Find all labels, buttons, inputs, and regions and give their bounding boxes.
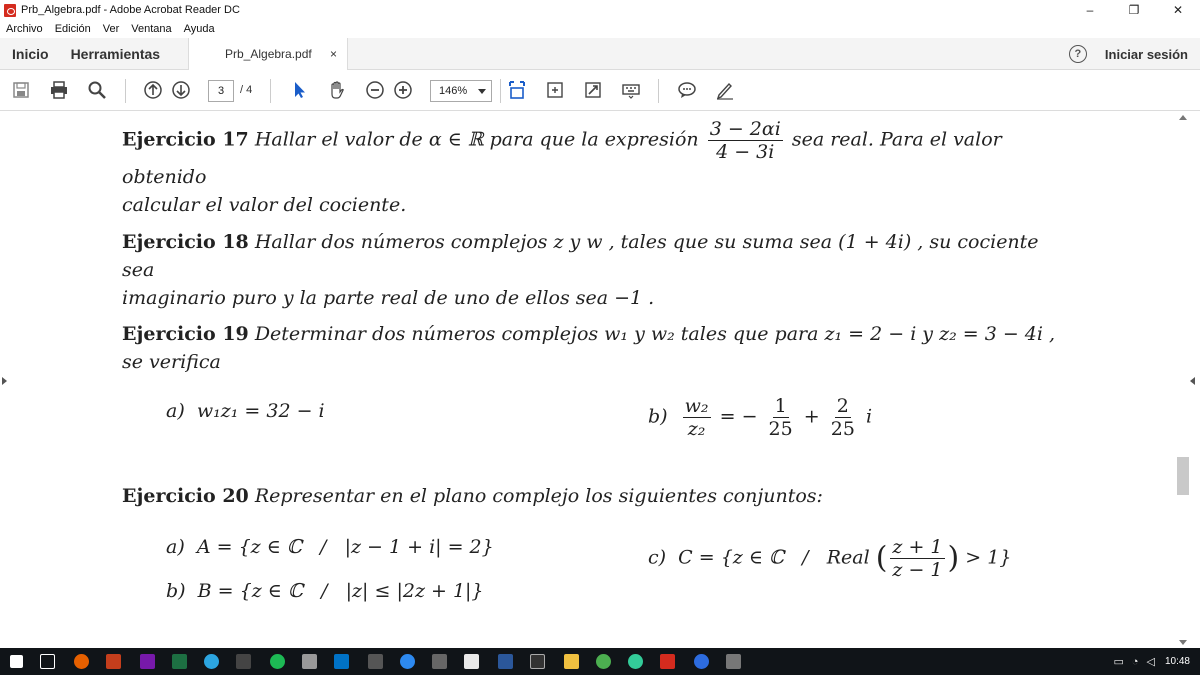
- app-icon[interactable]: [236, 654, 251, 669]
- fraction-denominator: 25: [830, 418, 855, 440]
- scroll-down-icon[interactable]: [1179, 640, 1187, 645]
- fraction: [683, 395, 711, 440]
- toolbar: [0, 71, 1200, 111]
- exercise-text: Determinar dos números complejos w₁ y w₂ tales que para z₁ = 2 − i y z₂ = 3 − 4i ,: [254, 323, 1056, 345]
- zoom-select[interactable]: [430, 80, 492, 102]
- system-tray: [1105, 648, 1190, 675]
- document-tab-label: Prb_Algebra.pdf: [225, 47, 312, 61]
- menu-edicion[interactable]: Edición: [54, 23, 91, 35]
- exercise-19: [122, 320, 1067, 376]
- search-icon[interactable]: [86, 79, 108, 101]
- exercise-text: sea real. Para el valor obtenido: [122, 128, 1002, 188]
- exercise-label: Ejercicio 19: [122, 323, 249, 345]
- exercise-text: Hallar el valor de α ∈ ℝ para que la expresión: [254, 128, 699, 151]
- fraction: [829, 395, 857, 440]
- onenote-icon[interactable]: [140, 654, 155, 669]
- exercise-text: imaginario puro y la parte real de uno de ellos sea −1 .: [122, 287, 655, 309]
- app-icon[interactable]: [726, 654, 741, 669]
- item-label: c): [648, 546, 667, 569]
- fraction-denominator: z − 1: [892, 559, 943, 581]
- firefox-icon[interactable]: [74, 654, 89, 669]
- close-button[interactable]: ✕: [1172, 3, 1184, 17]
- fraction-numerator: 2: [836, 395, 849, 417]
- tab-home[interactable]: Inicio: [12, 45, 49, 62]
- volume-icon[interactable]: ◁: [1146, 656, 1155, 668]
- item-expression: A = {z ∈ ℂ / |z − 1 + i| = 2}: [196, 536, 494, 558]
- item-expression: w₁z₁ = 32 − i: [196, 400, 325, 422]
- right-paren: ): [947, 540, 960, 576]
- network-icon[interactable]: ◔: [1131, 655, 1139, 668]
- page-total: / 4: [240, 84, 253, 96]
- scroll-thumb[interactable]: [1177, 457, 1189, 495]
- window-title: Prb_Algebra.pdf - Adobe Acrobat Reader DC: [21, 4, 240, 16]
- fraction: [890, 536, 944, 581]
- item-label: a): [166, 400, 185, 422]
- save-icon[interactable]: [10, 79, 32, 101]
- clock[interactable]: 10:48: [1164, 656, 1190, 667]
- restore-button[interactable]: ❐: [1128, 3, 1140, 17]
- exercise-19-item-a: [166, 400, 325, 422]
- file-explorer-icon[interactable]: [564, 654, 579, 669]
- app-icon[interactable]: [464, 654, 479, 669]
- spotify-icon[interactable]: [270, 654, 285, 669]
- page-down-icon[interactable]: [170, 79, 192, 101]
- sign-pen-icon[interactable]: [714, 79, 736, 101]
- item-label: b): [166, 580, 186, 602]
- tab-document[interactable]: [188, 38, 348, 70]
- print-icon[interactable]: [48, 79, 70, 101]
- fraction-numerator: w₂: [684, 395, 709, 417]
- help-icon[interactable]: ?: [1069, 45, 1087, 63]
- item-label: a): [166, 536, 185, 558]
- app-icon[interactable]: [400, 654, 415, 669]
- exercise-label: Ejercicio 20: [122, 485, 249, 507]
- menu-bar: [0, 20, 1200, 38]
- exercise-20: [122, 482, 1067, 510]
- close-tab-icon[interactable]: ×: [329, 47, 337, 61]
- exercise-18: [122, 228, 1067, 312]
- page-up-icon[interactable]: [142, 79, 164, 101]
- menu-ayuda[interactable]: Ayuda: [183, 23, 215, 35]
- exercise-20-item-a: [166, 536, 494, 558]
- rotate-view-icon[interactable]: [544, 79, 566, 101]
- acrobat-icon: [4, 4, 16, 17]
- exercise-label: Ejercicio 18: [122, 231, 249, 253]
- task-view-icon[interactable]: [40, 654, 55, 669]
- left-panel-toggle-icon[interactable]: [2, 377, 7, 385]
- exercise-19-item-b: [648, 395, 872, 440]
- toolbar-separator: [270, 79, 271, 103]
- left-paren: (: [875, 540, 888, 576]
- exercise-text: Representar en el plano complejo los siguientes conjuntos:: [254, 485, 823, 507]
- zoom-value: 146%: [439, 85, 468, 97]
- plus-sign: +: [803, 405, 820, 428]
- document-viewer[interactable]: [0, 112, 1200, 648]
- fraction-numerator: z + 1: [892, 536, 943, 558]
- fraction: [767, 395, 795, 440]
- fraction: [708, 118, 783, 163]
- app-icon[interactable]: [368, 654, 383, 669]
- vertical-scrollbar[interactable]: [1176, 112, 1190, 648]
- acrobat-taskbar-icon[interactable]: [660, 654, 675, 669]
- scroll-up-icon[interactable]: [1179, 115, 1187, 120]
- toolbar-separator: [658, 79, 659, 103]
- menu-ver[interactable]: Ver: [102, 23, 120, 35]
- fraction-denominator: 25: [768, 418, 793, 440]
- windows-start-icon[interactable]: [10, 655, 23, 668]
- menu-archivo[interactable]: Archivo: [6, 23, 43, 35]
- item-expression: > 1}: [965, 546, 1012, 569]
- fit-page-icon[interactable]: [506, 79, 528, 101]
- zoom-out-icon[interactable]: [364, 79, 386, 101]
- title-bar: [0, 0, 1200, 20]
- telegram-icon[interactable]: [204, 654, 219, 669]
- page-number-input[interactable]: 3: [208, 80, 234, 102]
- imaginary-unit: i: [865, 405, 873, 428]
- equals-sign: = −: [719, 405, 758, 428]
- app-icon[interactable]: [530, 654, 545, 669]
- right-panel-toggle-icon[interactable]: [1190, 377, 1195, 385]
- minimize-button[interactable]: –: [1086, 3, 1094, 17]
- item-expression: C = {z ∈ ℂ / Real: [678, 546, 870, 569]
- chevron-down-icon: [478, 89, 486, 94]
- toolbar-separator: [125, 79, 126, 103]
- hand-tool-icon[interactable]: [326, 79, 348, 101]
- powerpoint-icon[interactable]: [106, 654, 121, 669]
- exercise-20-item-b: [166, 580, 484, 602]
- fraction-denominator: z₂: [687, 418, 706, 440]
- tab-tools[interactable]: Herramientas: [70, 45, 161, 62]
- exercise-label: Ejercicio 17: [122, 128, 249, 151]
- signin-button[interactable]: Iniciar sesión: [1104, 46, 1188, 62]
- taskbar: [0, 648, 1200, 675]
- full-screen-icon[interactable]: [582, 79, 604, 101]
- exercise-text: calcular el valor del cociente.: [122, 194, 407, 216]
- battery-icon[interactable]: ▭: [1113, 656, 1124, 668]
- item-expression: B = {z ∈ ℂ / |z| ≤ |2z + 1|}: [197, 580, 484, 602]
- account-area: [1069, 38, 1188, 70]
- exercise-text: se verifica: [122, 351, 221, 373]
- menu-ventana[interactable]: Ventana: [131, 23, 172, 35]
- excel-icon[interactable]: [172, 654, 187, 669]
- word-icon[interactable]: [498, 654, 513, 669]
- exercise-20-item-c: [648, 536, 1011, 581]
- window-controls: [1068, 0, 1200, 20]
- app-icon[interactable]: [628, 654, 643, 669]
- item-label: b): [648, 405, 668, 428]
- exercise-17: [122, 118, 1067, 219]
- fraction-numerator: 1: [774, 395, 787, 417]
- toolbar-separator: [500, 79, 501, 103]
- app-icon[interactable]: [302, 654, 317, 669]
- select-cursor-icon[interactable]: [288, 79, 310, 101]
- app-icon[interactable]: [694, 654, 709, 669]
- outlook-icon[interactable]: [334, 654, 349, 669]
- tab-bar: [0, 38, 1200, 70]
- exercise-text: Hallar dos números complejos z y w , tales que su suma sea (1 + 4i) , su cociente sea: [122, 231, 1039, 281]
- chrome-icon[interactable]: [596, 654, 611, 669]
- fraction-numerator: 3 − 2αi: [709, 118, 781, 140]
- app-icon[interactable]: [432, 654, 447, 669]
- keyboard-icon[interactable]: [620, 79, 642, 101]
- fraction-denominator: 4 − 3i: [716, 141, 775, 163]
- zoom-in-icon[interactable]: [392, 79, 414, 101]
- comment-icon[interactable]: [676, 79, 698, 101]
